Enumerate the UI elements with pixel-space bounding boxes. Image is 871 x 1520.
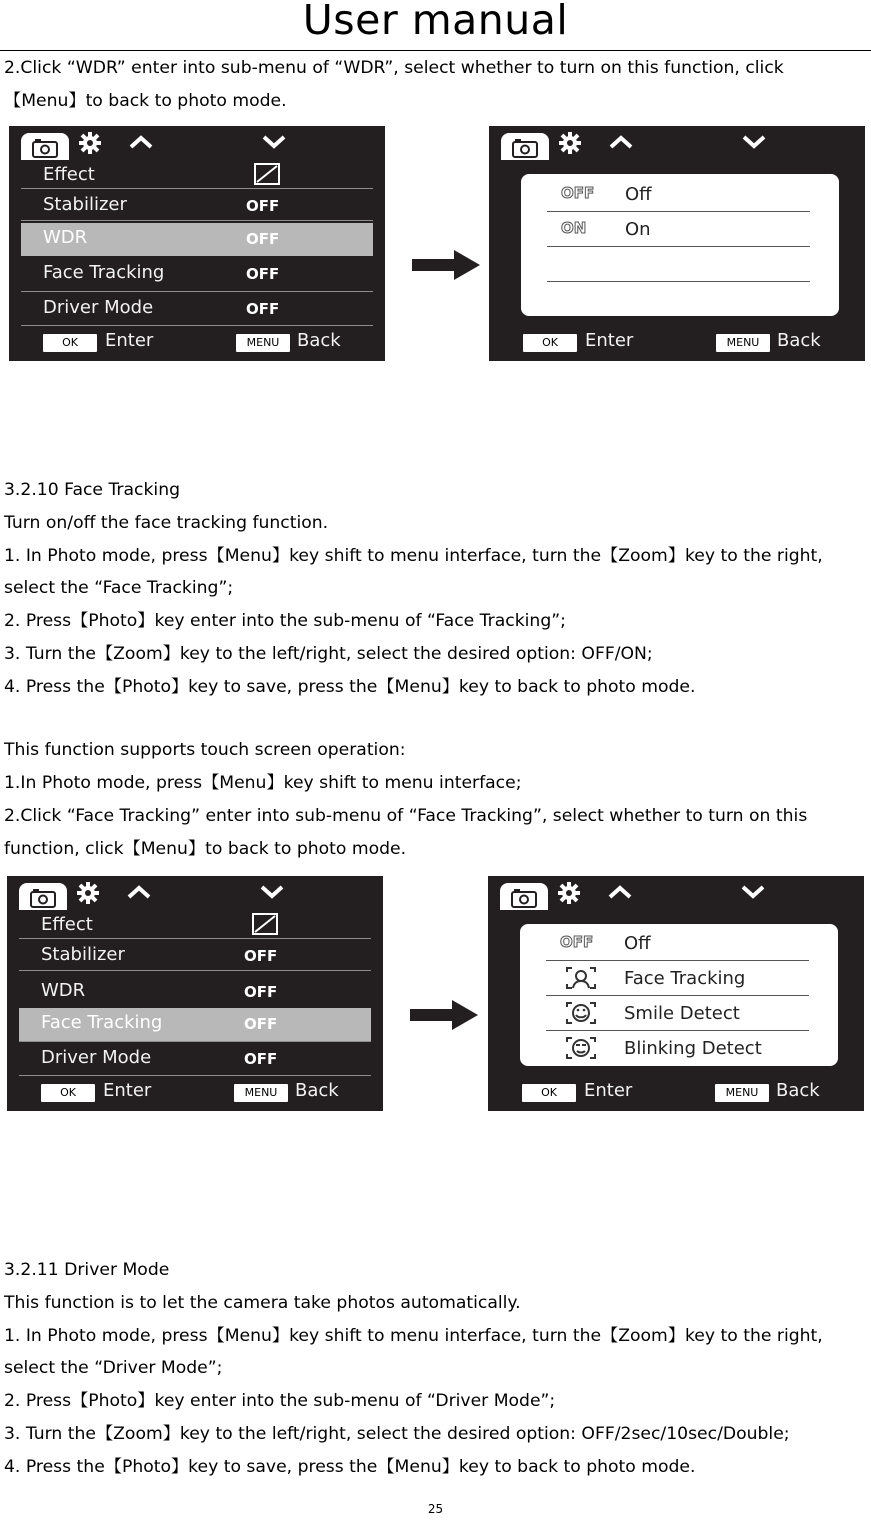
enter-label: Enter	[584, 1080, 633, 1101]
instruction-line: 1.In Photo mode, press【Menu】key shift to menu interface;	[4, 773, 522, 793]
chevron-down-icon	[262, 135, 286, 149]
back-label: Back	[776, 1080, 820, 1101]
divider	[21, 220, 373, 221]
arrow-right-icon	[408, 998, 480, 1032]
instruction-line: function, click【Menu】to back to photo mode.	[4, 839, 407, 859]
menu-row-value: OFF	[244, 1015, 278, 1033]
camera-icon	[19, 883, 67, 910]
ok-key-label: OK	[41, 1084, 95, 1102]
menu-row-value: OFF	[244, 947, 278, 965]
screen-top-bar	[7, 876, 383, 910]
instruction-line: 2. Press【Photo】key enter into the sub-menu of “Driver Mode”;	[4, 1391, 556, 1411]
instruction-line: 3. Turn the【Zoom】key to the left/right, select the desired option: OFF/2sec/10sec/Double;	[4, 1424, 790, 1444]
menu-row-label: Effect	[43, 164, 95, 185]
page-title: User manual	[302, 0, 569, 44]
menu-row-label: Effect	[41, 914, 93, 935]
camera-icon	[501, 133, 549, 160]
camera-icon	[21, 133, 69, 160]
section-heading: 3.2.11 Driver Mode	[4, 1260, 170, 1280]
option-off	[546, 926, 809, 961]
off-icon: OFF	[560, 933, 594, 951]
chevron-down-icon	[741, 885, 765, 899]
option-label: On	[625, 219, 651, 240]
ok-key-label: OK	[43, 334, 97, 352]
option-face-tracking	[546, 961, 809, 996]
ok-key-label: OK	[522, 1084, 576, 1102]
screen-bottom-bar	[7, 1076, 383, 1111]
instruction-line: 2.Click “Face Tracking” enter into sub-menu of “Face Tracking”, select whether to turn on this	[4, 806, 808, 826]
smile-detect-icon	[564, 1000, 598, 1030]
instruction-line: This function supports touch screen operation:	[4, 740, 406, 760]
screen-top-bar	[9, 126, 385, 160]
option-off	[547, 177, 810, 212]
submenu-panel	[521, 174, 839, 316]
option-smile-detect	[546, 996, 809, 1031]
menu-row-driver-mode	[21, 293, 373, 326]
option-label: Smile Detect	[624, 1003, 740, 1024]
chevron-up-icon	[609, 135, 633, 149]
camera-tab	[501, 133, 549, 160]
section-heading: 3.2.10 Face Tracking	[4, 480, 181, 500]
screen-top-bar	[488, 876, 864, 910]
menu-row-wdr	[21, 223, 373, 256]
instruction-line: 1. In Photo mode, press【Menu】key shift to menu interface, turn the【Zoom】key to the right,	[4, 546, 823, 566]
blinking-detect-icon	[564, 1035, 598, 1065]
divider	[21, 188, 373, 189]
menu-key-label: MENU	[716, 334, 770, 352]
menu-row-label: WDR	[41, 980, 86, 1001]
menu-row-value: OFF	[246, 197, 280, 215]
gear-icon	[77, 130, 103, 156]
divider	[19, 1041, 371, 1042]
screen-top-bar	[489, 126, 865, 160]
instruction-line: 3. Turn the【Zoom】key to the left/right, select the desired option: OFF/ON;	[4, 644, 653, 664]
menu-row-label: Face Tracking	[41, 1012, 163, 1033]
back-label: Back	[295, 1080, 339, 1101]
screen-bottom-bar	[489, 326, 865, 361]
option-label: Off	[625, 184, 652, 205]
menu-row-face-tracking	[19, 1008, 371, 1041]
camera-submenu-screen-wdr	[489, 126, 865, 361]
gear-icon	[557, 130, 583, 156]
enter-label: Enter	[103, 1080, 152, 1101]
option-blinking-detect	[546, 1031, 809, 1065]
menu-key-label: MENU	[236, 334, 290, 352]
submenu-panel	[520, 924, 838, 1066]
chevron-down-icon	[742, 135, 766, 149]
camera-submenu-screen-face-tracking	[488, 876, 864, 1111]
instruction-line: This function is to let the camera take photos automatically.	[4, 1293, 521, 1313]
instruction-line: 4. Press the【Photo】key to save, press the【Menu】key to back to photo mode.	[4, 1457, 696, 1477]
option-label: Blinking Detect	[624, 1038, 762, 1059]
menu-row-stabilizer	[21, 190, 373, 223]
menu-row-label: Driver Mode	[41, 1047, 152, 1068]
camera-menu-screen-wdr	[9, 126, 385, 361]
arrow-right-icon	[410, 248, 482, 282]
menu-key-label: MENU	[234, 1084, 288, 1102]
on-icon: ON	[561, 219, 587, 237]
menu-row-label: WDR	[43, 227, 88, 248]
instruction-line: 1. In Photo mode, press【Menu】key shift to menu interface, turn the【Zoom】key to the right,	[4, 1326, 823, 1346]
effect-icon	[252, 913, 278, 939]
off-icon: OFF	[561, 184, 595, 202]
page-number: 25	[427, 1502, 444, 1516]
camera-tab	[500, 883, 548, 910]
camera-menu-screen-face-tracking	[7, 876, 383, 1111]
enter-label: Enter	[105, 330, 154, 351]
instruction-line: select the “Face Tracking”;	[4, 578, 234, 598]
menu-row-wdr	[19, 976, 371, 1009]
back-label: Back	[297, 330, 341, 351]
chevron-up-icon	[127, 885, 151, 899]
back-label: Back	[777, 330, 821, 351]
instruction-line: Turn on/off the face tracking function.	[4, 513, 329, 533]
face-tracking-icon	[564, 965, 598, 995]
instruction-line: 4. Press the【Photo】key to save, press the【Menu】key to back to photo mode.	[4, 677, 696, 697]
menu-row-label: Stabilizer	[43, 194, 127, 215]
option-label: Face Tracking	[624, 968, 746, 989]
instruction-line: 2. Press【Photo】key enter into the sub-menu of “Face Tracking”;	[4, 611, 566, 631]
divider	[19, 938, 371, 939]
effect-icon	[254, 163, 280, 189]
screen-bottom-bar	[9, 326, 385, 361]
ok-key-label: OK	[523, 334, 577, 352]
gear-icon	[556, 880, 582, 906]
menu-row-value: OFF	[244, 1050, 278, 1068]
instruction-line: 2.Click “WDR” enter into sub-menu of “WDR”, select whether to turn on this function, click	[4, 58, 784, 78]
menu-row-value: OFF	[246, 230, 280, 248]
chevron-up-icon	[608, 885, 632, 899]
option-on	[547, 212, 810, 247]
camera-tab	[21, 133, 69, 160]
camera-tab	[19, 883, 67, 910]
divider	[21, 291, 373, 292]
menu-row-label: Face Tracking	[43, 262, 165, 283]
camera-icon	[500, 883, 548, 910]
menu-row-value: OFF	[244, 983, 278, 1001]
instruction-line: 【Menu】to back to photo mode.	[4, 91, 287, 111]
gear-icon	[75, 880, 101, 906]
enter-label: Enter	[585, 330, 634, 351]
page-header	[0, 0, 871, 51]
menu-row-value: OFF	[246, 300, 280, 318]
chevron-down-icon	[260, 885, 284, 899]
menu-row-face-tracking	[21, 258, 373, 291]
screen-bottom-bar	[488, 1076, 864, 1111]
menu-row-value: OFF	[246, 265, 280, 283]
divider	[19, 970, 371, 971]
chevron-up-icon	[129, 135, 153, 149]
menu-row-stabilizer	[19, 940, 371, 973]
menu-row-driver-mode	[19, 1043, 371, 1076]
option-empty	[547, 247, 810, 282]
option-label: Off	[624, 933, 651, 954]
menu-row-label: Driver Mode	[43, 297, 154, 318]
menu-key-label: MENU	[715, 1084, 769, 1102]
instruction-line: select the “Driver Mode”;	[4, 1358, 223, 1378]
menu-row-label: Stabilizer	[41, 944, 125, 965]
